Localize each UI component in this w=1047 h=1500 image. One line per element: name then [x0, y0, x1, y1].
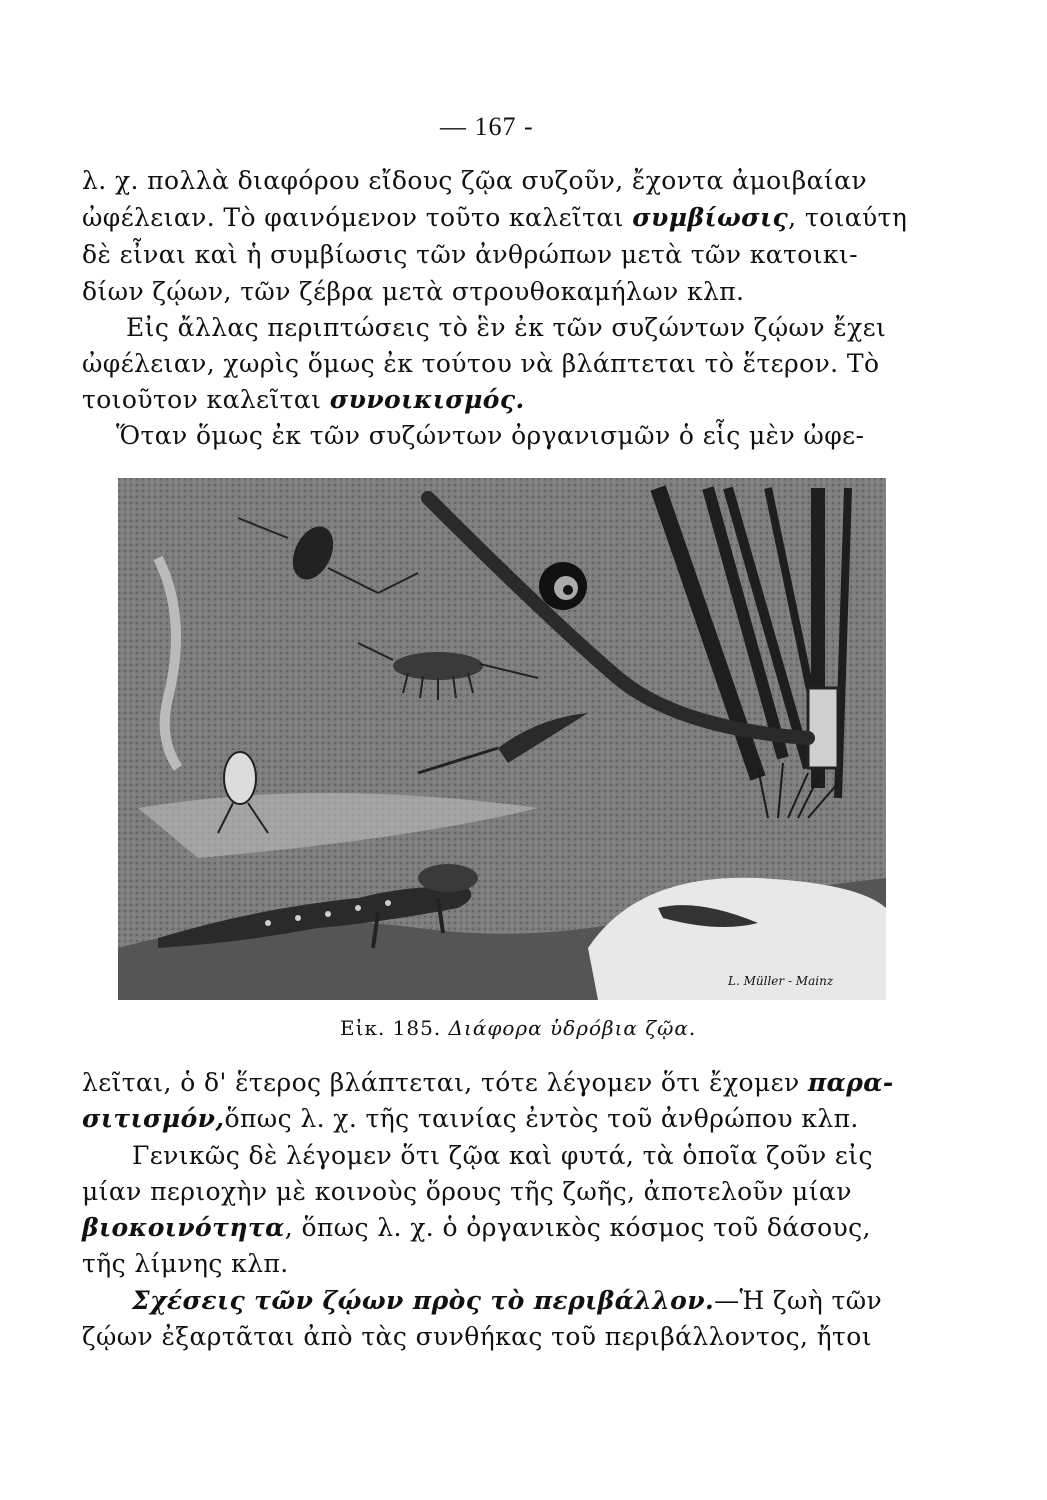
text-line	[82, 1213, 871, 1243]
text-span: ὅπως λ. χ. τῆς ταινίας ἐντὸς τοῦ ἀνθρώπου κλπ.	[224, 1104, 859, 1133]
page-number: — 167 -	[440, 112, 534, 141]
term-synoikismos: συνοικισμός.	[329, 385, 525, 414]
text-line: ζῴων ἐξαρτᾶται ἀπὸ τὰς συνθήκας τοῦ περιβάλλοντος, ἤτοι	[82, 1322, 872, 1351]
illustration-aquatic-animals	[118, 478, 886, 1000]
text-span: —Ἡ ζωὴ τῶν	[714, 1286, 883, 1315]
text-line: δὲ εἶναι καὶ ἡ συμβίωσις τῶν ἀνθρώπων μετὰ τῶν κατοικι-	[82, 240, 858, 269]
term-symbiosis: συμβίωσις	[632, 203, 789, 232]
text-span: λεῖται, ὁ δ' ἕτερος βλάπτεται, τότε λέγομεν ὅτι ἔχομεν	[82, 1068, 808, 1097]
text-line	[132, 1286, 882, 1316]
term-parasitism: παρα-	[807, 1068, 894, 1097]
illustrator-signature: L. Müller - Mainz	[728, 974, 834, 988]
reed-base	[808, 688, 838, 768]
text-line: Γενικῶς δὲ λέγομεν ὅτι ζῷα καὶ φυτά, τὰ ὁποῖα ζοῦν εἰς	[132, 1141, 873, 1170]
text-line	[82, 203, 907, 233]
text-line	[82, 385, 525, 415]
snail	[539, 562, 587, 610]
text-span: ὠφέλειαν. Τὸ φαινόμενον τοῦτο καλεῖται	[82, 203, 633, 232]
term-biocoenosis: βιοκοινότητα	[82, 1213, 285, 1242]
text-line: ὠφέλειαν, χωρὶς ὅμως ἐκ τούτου νὰ βλάπτεται τὸ ἕτερον. Τὸ	[82, 349, 880, 378]
text-span: τοιοῦτον καλεῖται	[82, 385, 330, 414]
illustration-svg	[118, 478, 886, 1000]
text-line: δίων ζῴων, τῶν ζέβρα μετὰ στρουθοκαμήλων κλπ.	[82, 277, 745, 306]
text-span: , ὅπως λ. χ. ὁ ὀργανικὸς κόσμος τοῦ δάσους,	[284, 1213, 871, 1242]
text-span: , τοιαύτη	[788, 203, 908, 232]
text-line	[82, 1068, 894, 1098]
caption-text: Διάφορα ὑδρόβια ζῷα.	[448, 1016, 697, 1040]
section-heading: Σχέσεις τῶν ζῴων πρὸς τὸ περιβάλλον.	[132, 1286, 715, 1315]
text-line	[82, 1104, 859, 1134]
text-line: Ὅταν ὅμως ἐκ τῶν συζώντων ὀργανισμῶν ὁ εἷς μὲν ὠφε-	[116, 421, 865, 450]
figure-caption	[340, 1016, 696, 1040]
text-line: τῆς λίμνης κλπ.	[82, 1249, 289, 1278]
text-line: μίαν περιοχὴν μὲ κοινοὺς ὅρους τῆς ζωῆς, ἀποτελοῦν μίαν	[82, 1177, 852, 1206]
caption-number: Εἰκ. 185.	[340, 1016, 442, 1040]
text-line: Εἰς ἄλλας περιπτώσεις τὸ ἓν ἐκ τῶν συζώντων ζῴων ἔχει	[126, 313, 887, 342]
text-line: λ. χ. πολλὰ διαφόρου εἴδους ζῷα συζοῦν, ἔχοντα ἀμοιβαίαν	[82, 166, 867, 195]
term-parasitism-cont: σιτισμόν,	[82, 1104, 225, 1133]
